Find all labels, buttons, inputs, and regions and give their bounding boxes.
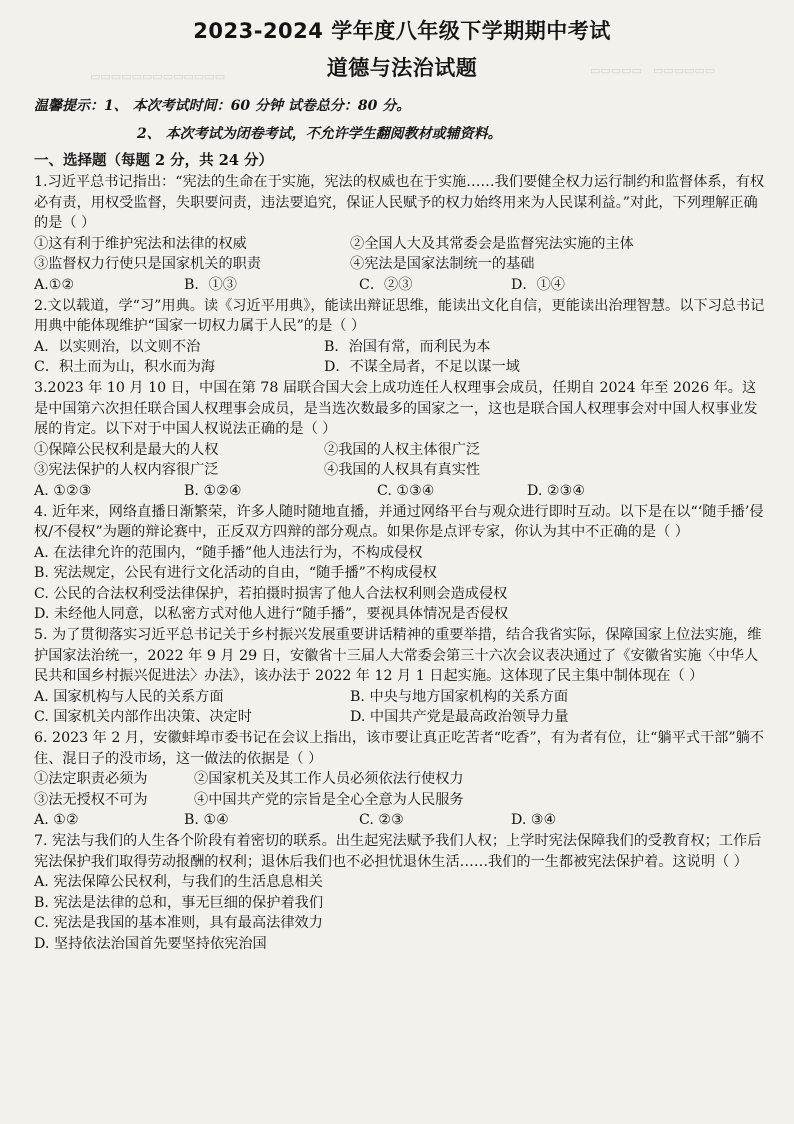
option-d: D. ③④ [511,812,557,829]
option-a: A. 在法律允许的范围内，“随手播”他人违法行为，不构成侵权 [34,544,423,561]
statement-item: ③监督权力行使只是国家机关的职责 [34,256,262,273]
question-3 [34,378,770,502]
statement-row [34,254,770,275]
statement-item: ④我国的人权具有真实性 [324,462,481,479]
statement-item: ②国家机关及其工作人员必须依法行使权力 [194,771,464,788]
option-d: D. 未经他人同意，以私密方式对他人进行“随手播”，要视具体情况是否侵权 [34,606,509,623]
question-stem: 6. 2023 年 2 月，安徽蚌埠市委书记在会议上指出，该市要让真正吃苦者“吃香”，有为者有位，让“躺平式干部”躺不住、混日子的没市场，这一做法的依据是（ ） [34,730,764,767]
question-stem: 2.文以载道，学“习”用典。读《习近平用典》，能读出辩证思维，能读出文化自信，更能读出治理智慧。以下习总书记用典中能体现维护“国家一切权力属于人民”的是（ ） [34,297,765,335]
bleed-through-text: ▭▭▭▭▭ ▭▭▭▭▭▭ [590,64,716,77]
option-row [34,707,770,728]
statement-item: ③法无授权不可为 [34,791,148,808]
option-b: B．①③ [184,276,237,293]
option-a: A.①② [34,276,75,293]
question-2 [34,296,770,378]
option-a: A. ①② [34,812,79,829]
section-heading: 一、选择题（每题 2 分，共 24 分） [34,152,273,169]
question-7 [34,831,770,955]
option-row [34,481,770,502]
question-stem: 7. 宪法与我们的人生各个阶段有着密切的联系。出生起宪法赋予我们人权；上学时宪法保障我们的受教育权；工作后宪法保护我们取得劳动报酬的权利；退休后我们也不必担忧退休生活……我们的一生都被宪法保护着。这说明（ ） [34,833,762,870]
statement-item: ②全国人大及其常委会是监督宪法实施的主体 [350,235,634,252]
question-4 [34,502,770,626]
option-b: B．治国有常，而利民为本 [324,338,491,355]
option-c: C. 公民的合法权利受法律保护，若拍摄时损害了他人合法权利则会造成侵权 [34,585,508,602]
exam-tips [34,92,770,148]
option-row [34,357,770,378]
option-b: B. 宪法规定，公民有进行文化活动的自由，“随手播”不构成侵权 [34,565,437,582]
question-stem: 3.2023 年 10 月 10 日，中国在第 78 届联合国大会上成功连任人权理事会成员，任期自 2024 年至 2026 年。这是中国第六次担任联合国人权理事会成员，是当选次数最多的国家之一，这也是联合国人权理事会对中国人权事业发展的肯定。以下对于中国人权说法正确的是（ ） [34,379,758,438]
question-1 [34,172,770,296]
question-stem: 1.习近平总书记指出：“宪法的生命在于实施，宪法的权威也在于实施……我们要健全权力运行制约和监督体系，有权必有责，用权受监督，失职要问责，违法要追究，保证人民赋予的权力始终用来为人民谋利益。”对此，下列理解正确的是（ ） [34,174,765,232]
question-6 [34,728,770,831]
option-a: A. 国家机构与人民的关系方面 [34,688,224,705]
option-a: A．以实则治，以文则不治 [34,338,201,355]
option-b: B. ①②④ [184,482,242,499]
statement-row [34,234,770,255]
statement-row [34,769,770,790]
tip-line-1: 温馨提示：1、 本次考试时间：60 分钟 试卷总分：80 分。 [34,98,411,114]
option-d: D. 中国共产党是最高政治领导力量 [350,709,569,726]
statement-item: ①保障公民权利是最大的人权 [34,441,219,458]
statement-row [34,460,770,481]
statement-row [34,790,770,811]
exam-subtitle: 道德与法治试题 [326,56,478,80]
statement-item: ②我国的人权主体很广泛 [324,441,481,458]
option-c: C．积土而为山，积水而为海 [34,359,216,376]
option-d: D. 坚持依法治国首先要坚持依宪治国 [34,935,267,952]
option-c: C. ②③ [359,812,404,829]
option-row [34,275,770,296]
option-b: B. ①④ [184,812,229,829]
option-row [34,337,770,358]
option-a: A. ①②③ [34,482,92,499]
statement-item: ①这有利于维护宪法和法律的权威 [34,235,247,252]
option-c: C. 国家机关内部作出决策、决定时 [34,709,252,726]
option-c: C. 宪法是我国的基本准则，具有最高法律效力 [34,915,323,932]
option-b: B. 宪法是法律的总和，事无巨细的保护着我们 [34,894,324,911]
statement-item: ③宪法保护的人权内容很广泛 [34,462,219,479]
bleed-through-text: ▭▭▭▭▭▭▭▭▭▭▭▭▭ [90,70,226,83]
question-stem: 4. 近年来，网络直播日渐繁荣，许多人随时随地直播，并通过网络平台与观众进行即时互动。以下是在以“‘随手播’侵权/不侵权”为题的辩论赛中，正反双方四辩的部分观点。如果你是点评专家，你认为其中不正确的是（ ） [34,503,764,541]
statement-item: ④宪法是国家法制统一的基础 [350,256,535,273]
option-a: A. 宪法保障公民权利，与我们的生活息息相关 [34,874,323,891]
option-row [34,687,770,708]
statement-item: ④中国共产党的宗旨是全心全意为人民服务 [194,791,464,808]
option-d: D．①④ [511,276,565,293]
option-row [34,810,770,831]
question-5 [34,625,770,728]
option-d: D. ②③④ [527,482,586,499]
statement-row [34,440,770,461]
option-c: C．②③ [359,276,413,293]
option-d: D．不谋全局者，不足以谋一域 [324,359,520,376]
exam-title: 2023-2024 学年度八年级下学期期中考试 [193,19,611,43]
option-b: B. 中央与地方国家机构的关系方面 [350,688,569,705]
option-c: C. ①③④ [377,482,435,499]
question-stem: 5. 为了贯彻落实习近平总书记关于乡村振兴发展重要讲话精神的重要举措，结合我省实际，保障国家上位法实施，维护国家法治统一，2022 年 9 月 29 日，安徽省十三届人大常委会第三十六次会议表决通过了《安徽省实施〈中华人民共和国乡村振兴促进法〉办法》，该办法于 2022 年 12 月 1 日起实施。这体现了民主集中制体现在（ ） [34,627,762,685]
statement-item: ①法定职责必须为 [34,771,148,788]
tip-line-2: 2、 本次考试为闭卷考试，不允许学生翻阅教材或辅资料。 [137,126,502,142]
